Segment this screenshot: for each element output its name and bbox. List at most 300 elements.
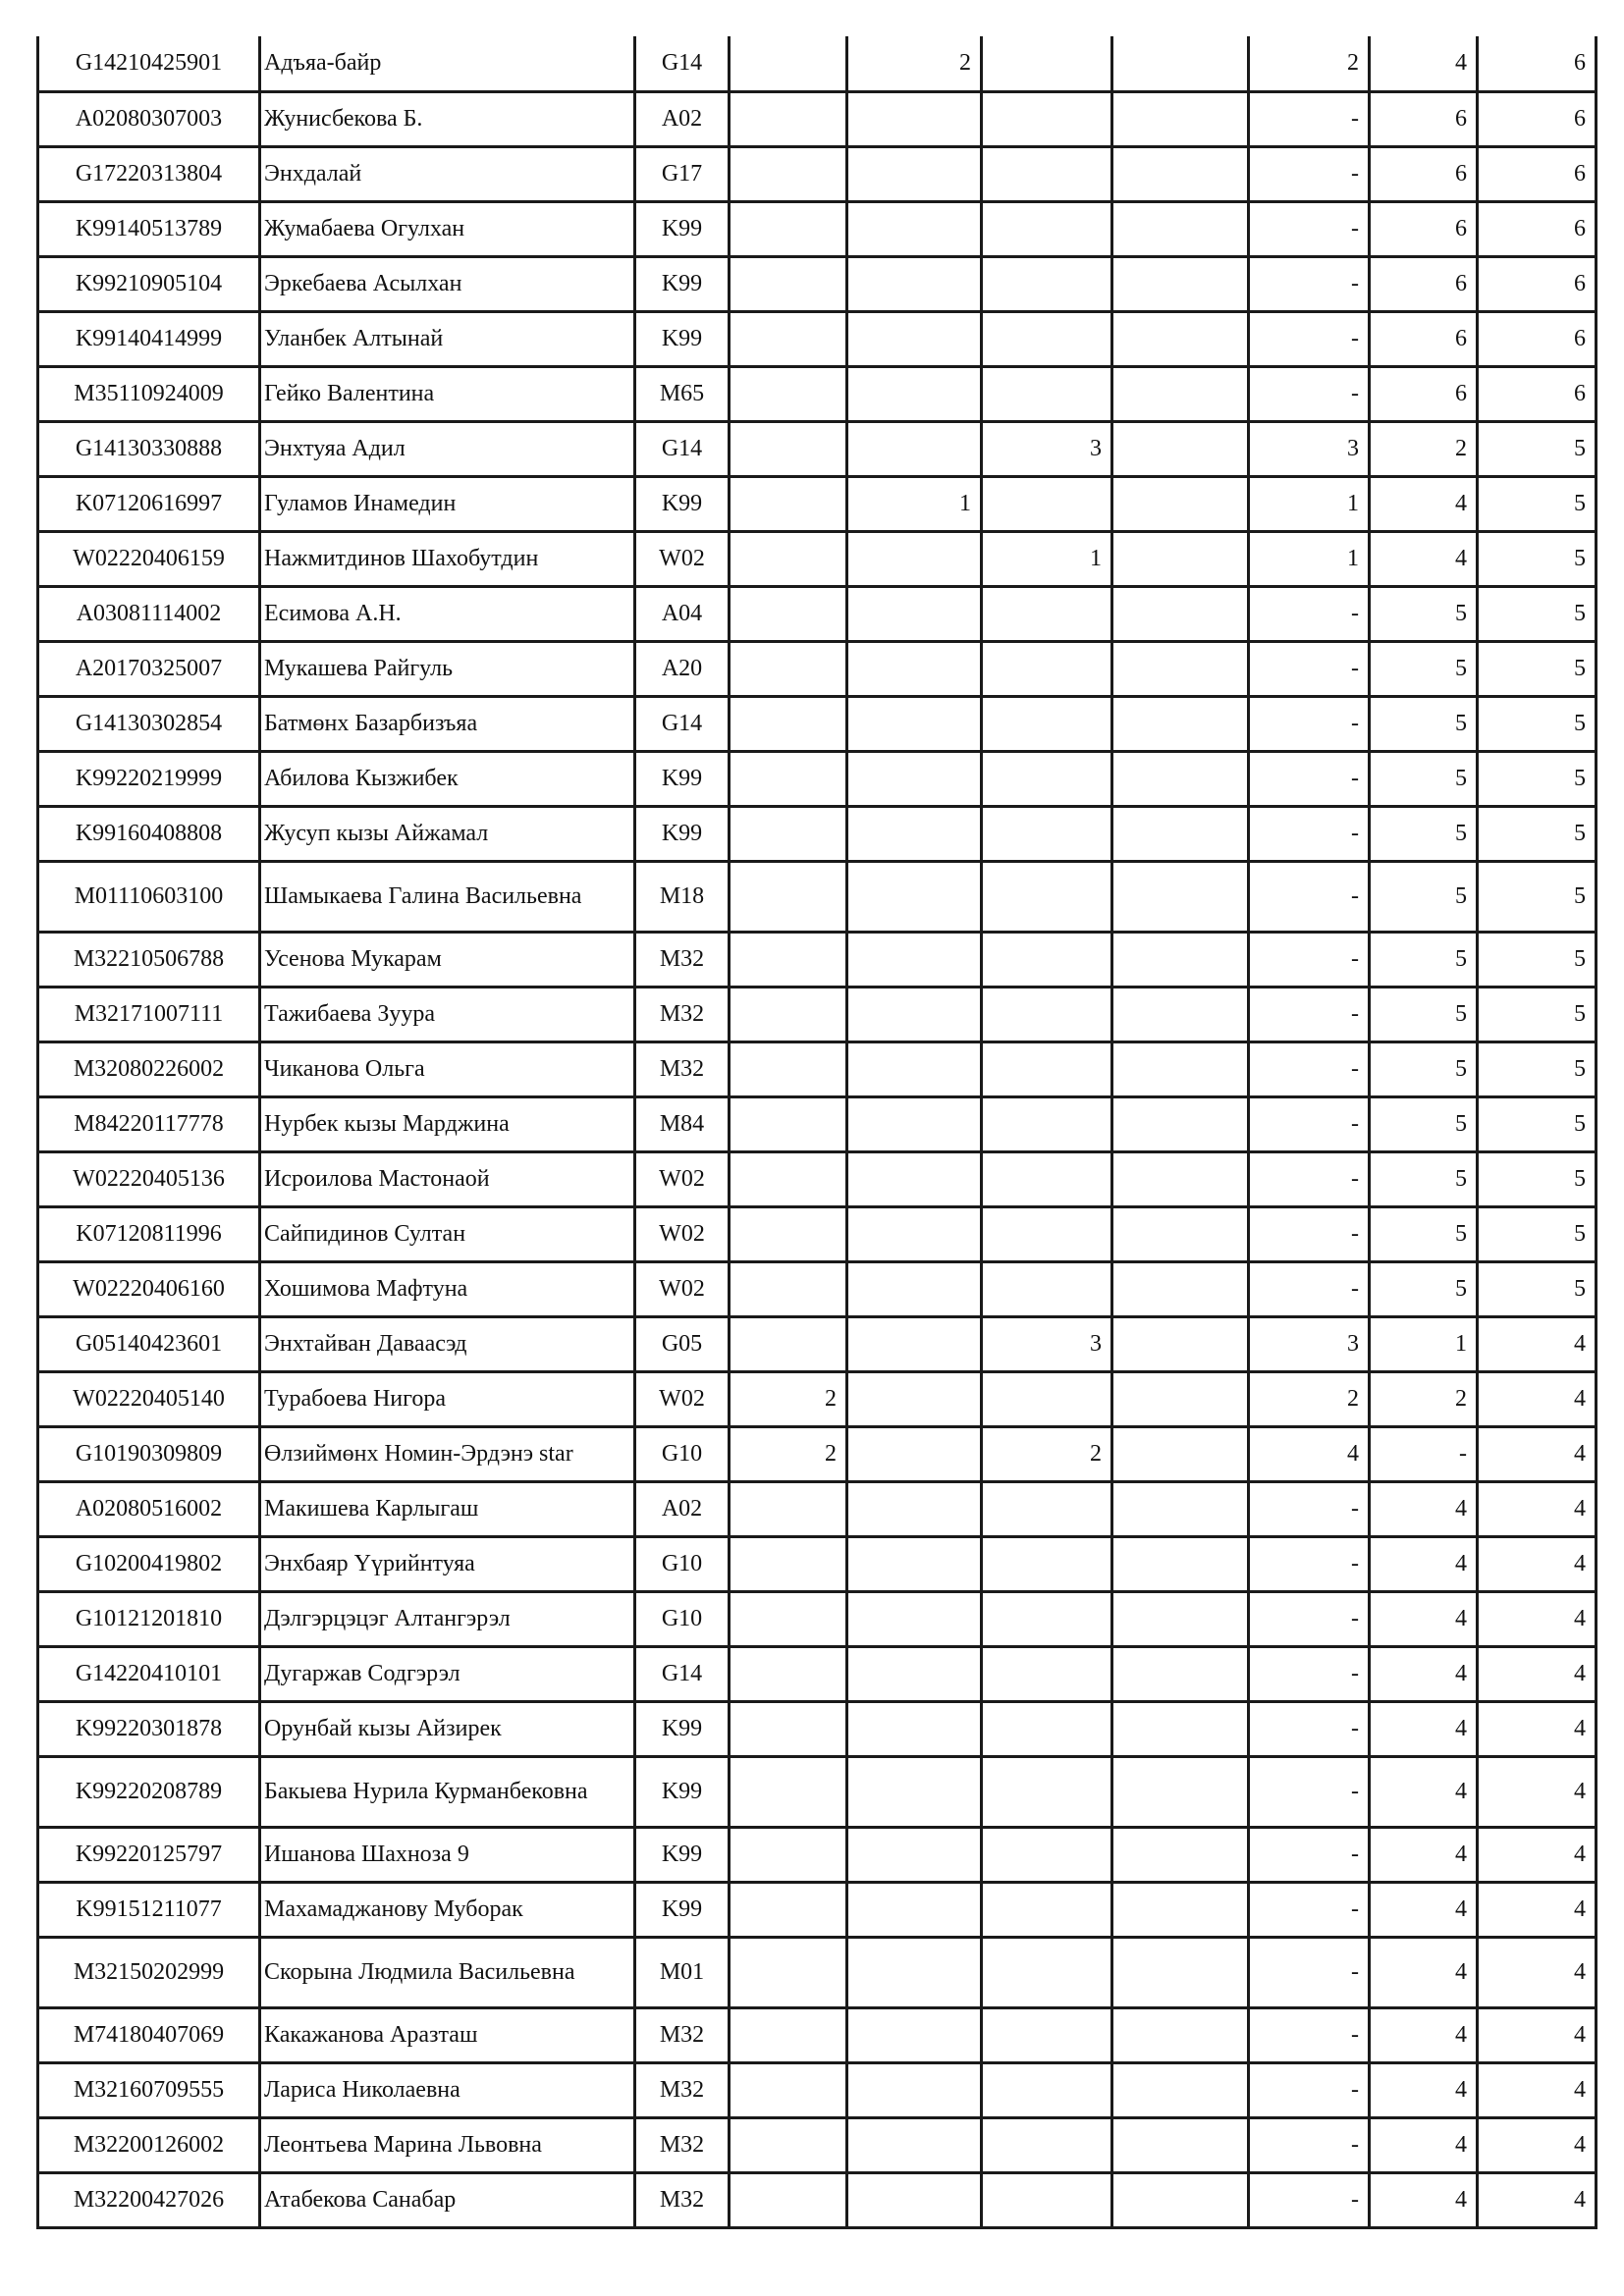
total-cell: 4 bbox=[1478, 1937, 1597, 2007]
score-4-cell bbox=[1112, 1937, 1249, 2007]
group-code-cell: G14 bbox=[635, 36, 730, 91]
extra-points-cell: 6 bbox=[1370, 311, 1478, 366]
total-cell: 4 bbox=[1478, 1827, 1597, 1882]
extra-points-cell: 6 bbox=[1370, 91, 1478, 146]
participant-name-cell: Есимова А.Н. bbox=[260, 586, 635, 641]
score-3-cell bbox=[982, 2172, 1112, 2227]
participant-id-cell: M32150202999 bbox=[38, 1937, 260, 2007]
total-cell: 4 bbox=[1478, 1481, 1597, 1536]
table-row bbox=[38, 36, 1597, 91]
group-code-cell: G05 bbox=[635, 1316, 730, 1371]
participant-id-cell: G14130330888 bbox=[38, 421, 260, 476]
participant-name-cell: Мукашева Райгуль bbox=[260, 641, 635, 696]
score-2-cell: 2 bbox=[847, 36, 982, 91]
subtotal-cell: - bbox=[1249, 1591, 1370, 1646]
score-3-cell bbox=[982, 91, 1112, 146]
participant-id-cell: K99151211077 bbox=[38, 1882, 260, 1937]
score-4-cell bbox=[1112, 1646, 1249, 1701]
extra-points-cell: 5 bbox=[1370, 861, 1478, 932]
score-3-cell bbox=[982, 1756, 1112, 1827]
table-row bbox=[38, 1481, 1597, 1536]
participant-name-cell: Сайпидинов Султан bbox=[260, 1206, 635, 1261]
score-1-cell bbox=[730, 366, 847, 421]
score-2-cell bbox=[847, 1937, 982, 2007]
extra-points-cell: 4 bbox=[1370, 1937, 1478, 2007]
table-row bbox=[38, 256, 1597, 311]
score-3-cell bbox=[982, 696, 1112, 751]
score-4-cell bbox=[1112, 806, 1249, 861]
score-2-cell bbox=[847, 1151, 982, 1206]
score-4-cell bbox=[1112, 36, 1249, 91]
score-2-cell: 1 bbox=[847, 476, 982, 531]
score-3-cell bbox=[982, 2062, 1112, 2117]
participant-name-cell: Усенова Мукарам bbox=[260, 932, 635, 987]
score-2-cell bbox=[847, 1096, 982, 1151]
score-2-cell bbox=[847, 2062, 982, 2117]
extra-points-cell: 5 bbox=[1370, 987, 1478, 1041]
subtotal-cell: - bbox=[1249, 1937, 1370, 2007]
score-1-cell: 2 bbox=[730, 1371, 847, 1426]
score-4-cell bbox=[1112, 531, 1249, 586]
score-3-cell bbox=[982, 1827, 1112, 1882]
participant-name-cell: Жунисбекова Б. bbox=[260, 91, 635, 146]
table-row bbox=[38, 586, 1597, 641]
table-row bbox=[38, 1206, 1597, 1261]
score-3-cell bbox=[982, 1151, 1112, 1206]
participant-name-cell: Ишанова Шахноза 9 bbox=[260, 1827, 635, 1882]
participant-name-cell: Нурбек кызы Марджина bbox=[260, 1096, 635, 1151]
score-1-cell: 2 bbox=[730, 1426, 847, 1481]
participant-id-cell: W02220405136 bbox=[38, 1151, 260, 1206]
score-4-cell bbox=[1112, 1536, 1249, 1591]
score-2-cell bbox=[847, 366, 982, 421]
score-1-cell bbox=[730, 1096, 847, 1151]
score-3-cell bbox=[982, 586, 1112, 641]
extra-points-cell: - bbox=[1370, 1426, 1478, 1481]
score-4-cell bbox=[1112, 1041, 1249, 1096]
participant-name-cell: Энхтуяа Адил bbox=[260, 421, 635, 476]
group-code-cell: G10 bbox=[635, 1426, 730, 1481]
score-2-cell bbox=[847, 2007, 982, 2062]
table-row bbox=[38, 1937, 1597, 2007]
participant-id-cell: G17220313804 bbox=[38, 146, 260, 201]
score-1-cell bbox=[730, 806, 847, 861]
score-1-cell bbox=[730, 2062, 847, 2117]
participant-id-cell: K99140414999 bbox=[38, 311, 260, 366]
extra-points-cell: 4 bbox=[1370, 1701, 1478, 1756]
score-2-cell bbox=[847, 1041, 982, 1096]
score-3-cell bbox=[982, 201, 1112, 256]
participant-id-cell: K07120811996 bbox=[38, 1206, 260, 1261]
total-cell: 4 bbox=[1478, 2172, 1597, 2227]
score-3-cell bbox=[982, 1701, 1112, 1756]
score-1-cell bbox=[730, 36, 847, 91]
score-2-cell bbox=[847, 1371, 982, 1426]
extra-points-cell: 5 bbox=[1370, 932, 1478, 987]
total-cell: 6 bbox=[1478, 91, 1597, 146]
total-cell: 6 bbox=[1478, 146, 1597, 201]
results-table bbox=[36, 36, 1597, 2229]
score-2-cell bbox=[847, 2117, 982, 2172]
extra-points-cell: 1 bbox=[1370, 1316, 1478, 1371]
table-body bbox=[38, 36, 1597, 2227]
score-1-cell bbox=[730, 1536, 847, 1591]
subtotal-cell: - bbox=[1249, 1827, 1370, 1882]
group-code-cell: M32 bbox=[635, 932, 730, 987]
subtotal-cell: - bbox=[1249, 1206, 1370, 1261]
participant-id-cell: G14130302854 bbox=[38, 696, 260, 751]
participant-id-cell: A03081114002 bbox=[38, 586, 260, 641]
table-row bbox=[38, 366, 1597, 421]
score-2-cell bbox=[847, 806, 982, 861]
participant-id-cell: G05140423601 bbox=[38, 1316, 260, 1371]
score-4-cell bbox=[1112, 1206, 1249, 1261]
score-1-cell bbox=[730, 1882, 847, 1937]
extra-points-cell: 5 bbox=[1370, 1261, 1478, 1316]
group-code-cell: K99 bbox=[635, 256, 730, 311]
table-row bbox=[38, 1701, 1597, 1756]
total-cell: 5 bbox=[1478, 861, 1597, 932]
participant-name-cell: Абилова Кызжибек bbox=[260, 751, 635, 806]
extra-points-cell: 5 bbox=[1370, 641, 1478, 696]
participant-name-cell: Гейко Валентина bbox=[260, 366, 635, 421]
participant-name-cell: Бакыева Нурила Курманбековна bbox=[260, 1756, 635, 1827]
score-4-cell bbox=[1112, 1591, 1249, 1646]
score-4-cell bbox=[1112, 586, 1249, 641]
score-3-cell: 1 bbox=[982, 531, 1112, 586]
subtotal-cell: 3 bbox=[1249, 1316, 1370, 1371]
score-3-cell bbox=[982, 861, 1112, 932]
table-row bbox=[38, 861, 1597, 932]
score-3-cell bbox=[982, 1536, 1112, 1591]
extra-points-cell: 5 bbox=[1370, 1206, 1478, 1261]
total-cell: 5 bbox=[1478, 421, 1597, 476]
score-3-cell bbox=[982, 1591, 1112, 1646]
score-2-cell bbox=[847, 586, 982, 641]
score-2-cell bbox=[847, 1882, 982, 1937]
score-2-cell bbox=[847, 696, 982, 751]
participant-id-cell: M74180407069 bbox=[38, 2007, 260, 2062]
table-row bbox=[38, 91, 1597, 146]
total-cell: 5 bbox=[1478, 1041, 1597, 1096]
participant-name-cell: Атабекова Санабар bbox=[260, 2172, 635, 2227]
score-4-cell bbox=[1112, 2062, 1249, 2117]
extra-points-cell: 6 bbox=[1370, 366, 1478, 421]
group-code-cell: G10 bbox=[635, 1591, 730, 1646]
total-cell: 5 bbox=[1478, 987, 1597, 1041]
participant-id-cell: M35110924009 bbox=[38, 366, 260, 421]
total-cell: 4 bbox=[1478, 1536, 1597, 1591]
table-row bbox=[38, 751, 1597, 806]
score-1-cell bbox=[730, 1481, 847, 1536]
table-row bbox=[38, 146, 1597, 201]
score-3-cell: 3 bbox=[982, 1316, 1112, 1371]
subtotal-cell: - bbox=[1249, 1041, 1370, 1096]
table-row bbox=[38, 1882, 1597, 1937]
participant-name-cell: Тажибаева Зуура bbox=[260, 987, 635, 1041]
score-1-cell bbox=[730, 1151, 847, 1206]
score-2-cell bbox=[847, 1646, 982, 1701]
participant-id-cell: M84220117778 bbox=[38, 1096, 260, 1151]
participant-name-cell: Дугаржав Содгэрэл bbox=[260, 1646, 635, 1701]
score-4-cell bbox=[1112, 2172, 1249, 2227]
score-1-cell bbox=[730, 256, 847, 311]
score-2-cell bbox=[847, 1261, 982, 1316]
score-1-cell bbox=[730, 2007, 847, 2062]
score-2-cell bbox=[847, 641, 982, 696]
total-cell: 4 bbox=[1478, 1591, 1597, 1646]
score-3-cell bbox=[982, 1481, 1112, 1536]
group-code-cell: M01 bbox=[635, 1937, 730, 2007]
subtotal-cell: - bbox=[1249, 2117, 1370, 2172]
extra-points-cell: 2 bbox=[1370, 1371, 1478, 1426]
score-4-cell bbox=[1112, 421, 1249, 476]
subtotal-cell: 2 bbox=[1249, 1371, 1370, 1426]
group-code-cell: A20 bbox=[635, 641, 730, 696]
subtotal-cell: - bbox=[1249, 696, 1370, 751]
table-row bbox=[38, 1151, 1597, 1206]
group-code-cell: W02 bbox=[635, 531, 730, 586]
group-code-cell: W02 bbox=[635, 1261, 730, 1316]
score-3-cell: 2 bbox=[982, 1426, 1112, 1481]
total-cell: 5 bbox=[1478, 932, 1597, 987]
score-2-cell bbox=[847, 256, 982, 311]
participant-name-cell: Уланбек Алтынай bbox=[260, 311, 635, 366]
participant-name-cell: Энхбаяр Үүрийнтуяа bbox=[260, 1536, 635, 1591]
group-code-cell: K99 bbox=[635, 1827, 730, 1882]
table-row bbox=[38, 2062, 1597, 2117]
participant-name-cell: Леонтьева Марина Львовна bbox=[260, 2117, 635, 2172]
score-2-cell bbox=[847, 531, 982, 586]
total-cell: 5 bbox=[1478, 1151, 1597, 1206]
participant-id-cell: M32171007111 bbox=[38, 987, 260, 1041]
participant-name-cell: Турабоева Нигора bbox=[260, 1371, 635, 1426]
subtotal-cell: - bbox=[1249, 586, 1370, 641]
participant-name-cell: Макишева Карлыгаш bbox=[260, 1481, 635, 1536]
group-code-cell: K99 bbox=[635, 201, 730, 256]
subtotal-cell: - bbox=[1249, 932, 1370, 987]
subtotal-cell: - bbox=[1249, 1701, 1370, 1756]
table-row bbox=[38, 1536, 1597, 1591]
extra-points-cell: 4 bbox=[1370, 1756, 1478, 1827]
table-row bbox=[38, 1756, 1597, 1827]
score-2-cell bbox=[847, 1316, 982, 1371]
score-1-cell bbox=[730, 586, 847, 641]
score-1-cell bbox=[730, 421, 847, 476]
table-row bbox=[38, 1316, 1597, 1371]
extra-points-cell: 4 bbox=[1370, 1827, 1478, 1882]
group-code-cell: K99 bbox=[635, 1756, 730, 1827]
total-cell: 4 bbox=[1478, 2007, 1597, 2062]
score-4-cell bbox=[1112, 1096, 1249, 1151]
score-4-cell bbox=[1112, 861, 1249, 932]
participant-id-cell: G14220410101 bbox=[38, 1646, 260, 1701]
total-cell: 5 bbox=[1478, 476, 1597, 531]
group-code-cell: M32 bbox=[635, 2172, 730, 2227]
participant-id-cell: W02220405140 bbox=[38, 1371, 260, 1426]
subtotal-cell: - bbox=[1249, 1261, 1370, 1316]
score-2-cell bbox=[847, 146, 982, 201]
total-cell: 6 bbox=[1478, 311, 1597, 366]
score-3-cell bbox=[982, 36, 1112, 91]
score-2-cell bbox=[847, 91, 982, 146]
participant-name-cell: Скорына Людмила Васильевна bbox=[260, 1937, 635, 2007]
group-code-cell: M32 bbox=[635, 1041, 730, 1096]
total-cell: 6 bbox=[1478, 366, 1597, 421]
score-3-cell bbox=[982, 146, 1112, 201]
score-3-cell bbox=[982, 1882, 1112, 1937]
table-row bbox=[38, 2117, 1597, 2172]
participant-id-cell: A02080307003 bbox=[38, 91, 260, 146]
score-2-cell bbox=[847, 421, 982, 476]
participant-id-cell: W02220406159 bbox=[38, 531, 260, 586]
score-1-cell bbox=[730, 1206, 847, 1261]
participant-name-cell: Орунбай кызы Айзирек bbox=[260, 1701, 635, 1756]
score-4-cell bbox=[1112, 1426, 1249, 1481]
extra-points-cell: 4 bbox=[1370, 1646, 1478, 1701]
score-2-cell bbox=[847, 201, 982, 256]
score-4-cell bbox=[1112, 987, 1249, 1041]
participant-name-cell: Исроилова Мастонаой bbox=[260, 1151, 635, 1206]
score-3-cell bbox=[982, 1937, 1112, 2007]
total-cell: 5 bbox=[1478, 1206, 1597, 1261]
group-code-cell: G14 bbox=[635, 421, 730, 476]
participant-id-cell: A02080516002 bbox=[38, 1481, 260, 1536]
extra-points-cell: 6 bbox=[1370, 256, 1478, 311]
participant-id-cell: G10190309809 bbox=[38, 1426, 260, 1481]
score-4-cell bbox=[1112, 91, 1249, 146]
score-2-cell bbox=[847, 751, 982, 806]
group-code-cell: M32 bbox=[635, 987, 730, 1041]
score-2-cell bbox=[847, 1426, 982, 1481]
total-cell: 4 bbox=[1478, 1371, 1597, 1426]
score-3-cell bbox=[982, 1041, 1112, 1096]
table-row bbox=[38, 531, 1597, 586]
score-2-cell bbox=[847, 861, 982, 932]
score-1-cell bbox=[730, 311, 847, 366]
total-cell: 5 bbox=[1478, 586, 1597, 641]
score-1-cell bbox=[730, 1701, 847, 1756]
participant-id-cell: M32160709555 bbox=[38, 2062, 260, 2117]
subtotal-cell: - bbox=[1249, 1756, 1370, 1827]
extra-points-cell: 5 bbox=[1370, 1151, 1478, 1206]
score-2-cell bbox=[847, 932, 982, 987]
score-1-cell bbox=[730, 932, 847, 987]
score-3-cell bbox=[982, 806, 1112, 861]
score-3-cell bbox=[982, 2117, 1112, 2172]
table-row bbox=[38, 2172, 1597, 2227]
score-1-cell bbox=[730, 2172, 847, 2227]
score-1-cell bbox=[730, 201, 847, 256]
total-cell: 6 bbox=[1478, 256, 1597, 311]
total-cell: 4 bbox=[1478, 1701, 1597, 1756]
total-cell: 4 bbox=[1478, 2062, 1597, 2117]
table-row bbox=[38, 2007, 1597, 2062]
subtotal-cell: - bbox=[1249, 201, 1370, 256]
score-4-cell bbox=[1112, 751, 1249, 806]
extra-points-cell: 4 bbox=[1370, 36, 1478, 91]
extra-points-cell: 4 bbox=[1370, 1536, 1478, 1591]
participant-name-cell: Нажмитдинов Шахобутдин bbox=[260, 531, 635, 586]
group-code-cell: W02 bbox=[635, 1371, 730, 1426]
score-2-cell bbox=[847, 1591, 982, 1646]
score-4-cell bbox=[1112, 2007, 1249, 2062]
score-4-cell bbox=[1112, 1316, 1249, 1371]
score-1-cell bbox=[730, 696, 847, 751]
extra-points-cell: 4 bbox=[1370, 2117, 1478, 2172]
participant-name-cell: Дэлгэрцэцэг Алтангэрэл bbox=[260, 1591, 635, 1646]
participant-id-cell: A20170325007 bbox=[38, 641, 260, 696]
subtotal-cell: - bbox=[1249, 366, 1370, 421]
subtotal-cell: - bbox=[1249, 1882, 1370, 1937]
score-4-cell bbox=[1112, 311, 1249, 366]
participant-id-cell: G10121201810 bbox=[38, 1591, 260, 1646]
score-3-cell bbox=[982, 1206, 1112, 1261]
extra-points-cell: 4 bbox=[1370, 1481, 1478, 1536]
table-row bbox=[38, 932, 1597, 987]
group-code-cell: M84 bbox=[635, 1096, 730, 1151]
participant-name-cell: Лариса Николаевна bbox=[260, 2062, 635, 2117]
group-code-cell: K99 bbox=[635, 751, 730, 806]
subtotal-cell: 4 bbox=[1249, 1426, 1370, 1481]
score-3-cell bbox=[982, 932, 1112, 987]
subtotal-cell: - bbox=[1249, 806, 1370, 861]
score-1-cell bbox=[730, 1646, 847, 1701]
score-4-cell bbox=[1112, 256, 1249, 311]
group-code-cell: A02 bbox=[635, 1481, 730, 1536]
subtotal-cell: - bbox=[1249, 641, 1370, 696]
score-1-cell bbox=[730, 641, 847, 696]
participant-id-cell: K99220125797 bbox=[38, 1827, 260, 1882]
score-2-cell bbox=[847, 1827, 982, 1882]
participant-name-cell: Чиканова Ольга bbox=[260, 1041, 635, 1096]
participant-name-cell: Шамыкаева Галина Васильевна bbox=[260, 861, 635, 932]
group-code-cell: G17 bbox=[635, 146, 730, 201]
extra-points-cell: 4 bbox=[1370, 2007, 1478, 2062]
participant-id-cell: K99220301878 bbox=[38, 1701, 260, 1756]
participant-name-cell: Энхтайван Даваасэд bbox=[260, 1316, 635, 1371]
table-row bbox=[38, 1371, 1597, 1426]
participant-id-cell: G14210425901 bbox=[38, 36, 260, 91]
participant-name-cell: Батмөнх Базарбизъяа bbox=[260, 696, 635, 751]
total-cell: 5 bbox=[1478, 641, 1597, 696]
score-2-cell bbox=[847, 1536, 982, 1591]
participant-id-cell: K99210905104 bbox=[38, 256, 260, 311]
score-3-cell bbox=[982, 256, 1112, 311]
score-1-cell bbox=[730, 476, 847, 531]
score-4-cell bbox=[1112, 1371, 1249, 1426]
total-cell: 4 bbox=[1478, 1756, 1597, 1827]
table-row bbox=[38, 1827, 1597, 1882]
score-4-cell bbox=[1112, 366, 1249, 421]
score-1-cell bbox=[730, 1591, 847, 1646]
group-code-cell: G14 bbox=[635, 696, 730, 751]
group-code-cell: M32 bbox=[635, 2062, 730, 2117]
score-1-cell bbox=[730, 531, 847, 586]
score-3-cell bbox=[982, 476, 1112, 531]
score-2-cell bbox=[847, 2172, 982, 2227]
score-1-cell bbox=[730, 1316, 847, 1371]
score-3-cell bbox=[982, 641, 1112, 696]
total-cell: 4 bbox=[1478, 1426, 1597, 1481]
score-2-cell bbox=[847, 1206, 982, 1261]
extra-points-cell: 4 bbox=[1370, 2172, 1478, 2227]
score-3-cell bbox=[982, 366, 1112, 421]
participant-name-cell: Жусуп кызы Айжамал bbox=[260, 806, 635, 861]
score-4-cell bbox=[1112, 1882, 1249, 1937]
score-4-cell bbox=[1112, 1756, 1249, 1827]
extra-points-cell: 6 bbox=[1370, 146, 1478, 201]
